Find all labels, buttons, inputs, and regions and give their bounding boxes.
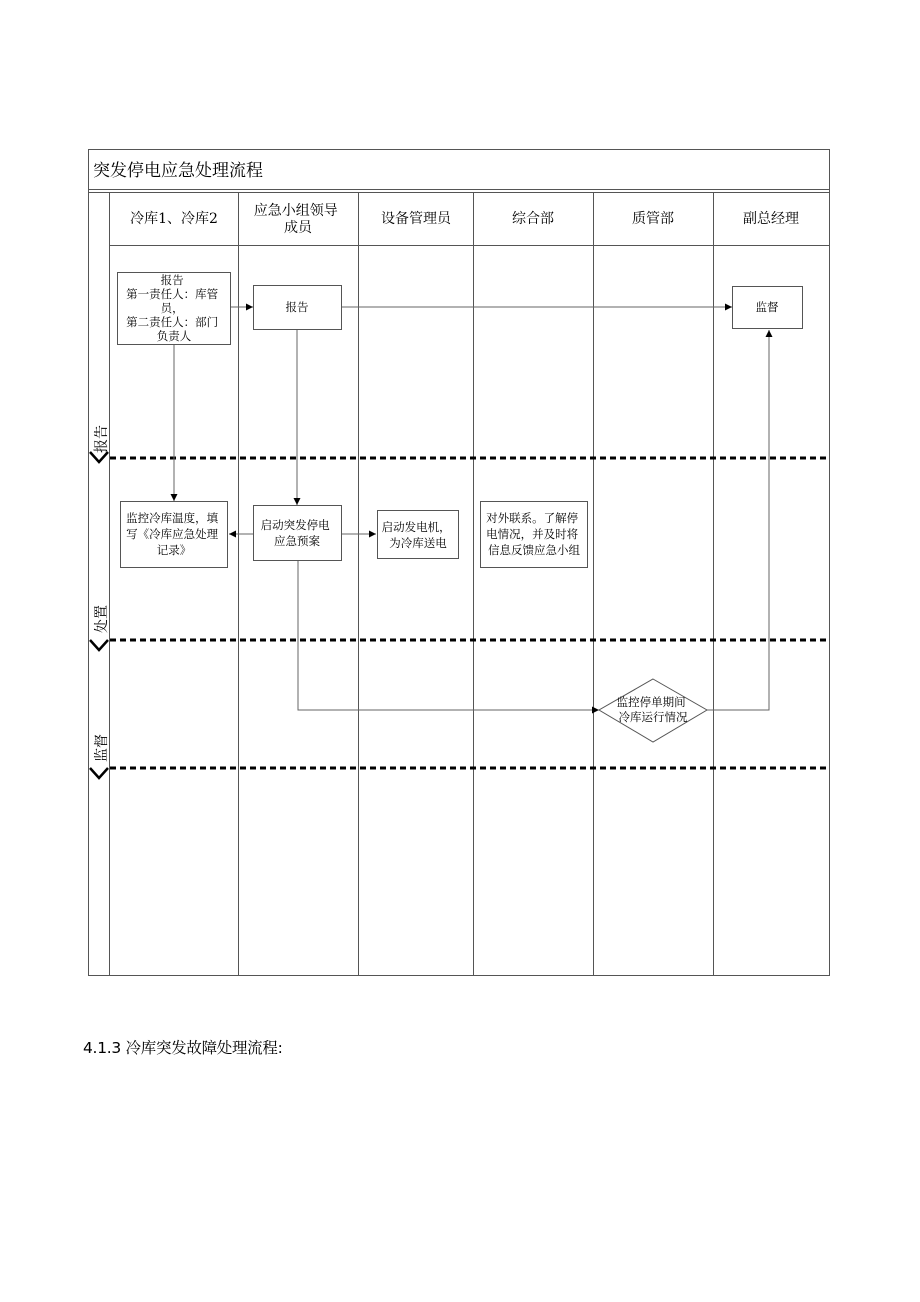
- node-report1-line2: 第一责任人：库管: [126, 287, 219, 301]
- node-monitor-status-line1: 监控停单期间: [616, 695, 686, 709]
- node-start-plan-line2: 应急预案: [274, 534, 320, 548]
- node-monitor-status: [599, 679, 707, 742]
- phase-label-handle: 处置: [94, 605, 110, 633]
- node-external-contact-line1: 对外联系。了解停: [486, 511, 579, 525]
- node-report1: [118, 273, 231, 345]
- diagram-title: 突发停电应急处理流程: [93, 161, 263, 181]
- node-report1-line4: 第二责任人：部门: [126, 315, 219, 329]
- node-start-generator-line2: 为冷库送电: [389, 536, 447, 550]
- node-start-plan: [254, 506, 342, 561]
- phase-label-supervise: 监督: [94, 734, 110, 762]
- arrow-start-plan-to-monitor-status: [298, 561, 599, 710]
- node-supervise-line1: 监督: [755, 300, 779, 314]
- arrow-monitor-status-to-supervise: [707, 330, 769, 710]
- column-header-emergency-team-line2: 成员: [284, 220, 312, 236]
- node-start-generator: [378, 511, 459, 559]
- column-header-deputy-gm: 副总经理: [743, 211, 799, 227]
- node-start-generator-line1: 启动发电机，: [381, 520, 451, 534]
- column-header-emergency-team: [254, 202, 342, 236]
- svg-text:对外联系。了解停 电情况，并及时将: [486, 511, 582, 557]
- node-supervise: [733, 287, 803, 329]
- column-header-general-dept: 综合部: [512, 211, 554, 227]
- node-report1-line5: 负责人: [156, 329, 192, 343]
- column-header-emergency-team-line1: 应急小组领导: [253, 203, 338, 219]
- node-start-plan-line1: 启动突发停电: [260, 518, 330, 532]
- node-report1-line1: 报告: [160, 273, 184, 287]
- node-external-contact: [481, 502, 588, 568]
- node-monitor-temp-line1: 监控冷库温度，填: [126, 511, 219, 525]
- node-monitor-temp-line3: 记录》: [156, 543, 192, 557]
- svg-text:监控停单期间 冷库运行情况: [617, 695, 690, 724]
- node-monitor-temp: [121, 502, 228, 568]
- column-header-quality-dept: 质管部: [632, 211, 674, 227]
- column-header-equipment-admin: 设备管理员: [381, 211, 451, 227]
- node-report2: [254, 286, 342, 330]
- node-report1-line3: 员，: [160, 301, 184, 315]
- node-external-contact-line2: 电情况，并及时将: [486, 527, 579, 541]
- phase-label-report: 报告: [94, 425, 110, 453]
- node-monitor-temp-line2: 写《冷库应急处理: [126, 527, 219, 541]
- node-monitor-status-line2: 冷库运行情况: [618, 710, 688, 724]
- column-header-cold-storage: 冷库1、冷库2: [130, 211, 218, 227]
- node-external-contact-line3: 信息反馈应急小组: [488, 543, 580, 557]
- node-report2-line1: 报告: [285, 300, 309, 314]
- section-caption: 4.1.3 冷库突发故障处理流程:: [83, 1039, 283, 1057]
